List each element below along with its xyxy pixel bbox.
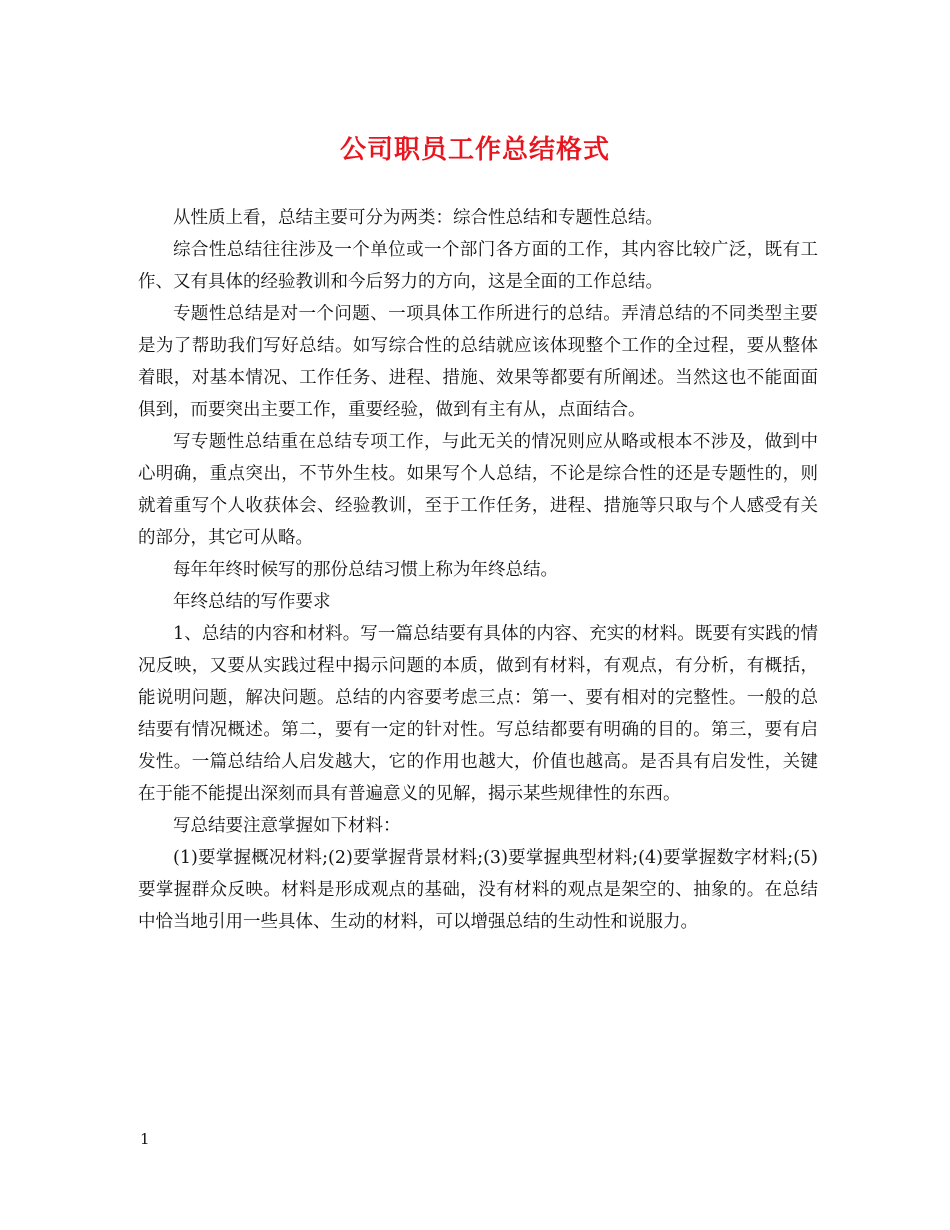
paragraph: 综合性总结往往涉及一个单位或一个部门各方面的工作，其内容比较广泛，既有工作、又有具体的经验教训和今后努力的方向，这是全面的工作总结。 — [138, 240, 818, 292]
page-number: 1 — [140, 1130, 150, 1148]
section-heading: 年终总结的写作要求 — [173, 592, 331, 612]
document-body — [138, 202, 818, 938]
paragraph: (1)要掌握概况材料;(2)要掌握背景材料;(3)要掌握典型材料;(4)要掌握数字材料;(5)要掌握群众反映。材料是形成观点的基础，没有材料的观点是架空的、抽象的。在总结中恰当地引用一些具体、生动的材料，可以增强总结的生动性和说服力。 — [138, 848, 818, 932]
document-title: 公司职员工作总结格式 — [339, 135, 610, 165]
paragraph: 写总结要注意掌握如下材料： — [173, 816, 401, 836]
paragraph: 专题性总结是对一个问题、一项具体工作所进行的总结。弄清总结的不同类型主要是为了帮助我们写好总结。如写综合性的总结就应该体现整个工作的全过程，要从整体着眼，对基本情况、工作任务、进程、措施、效果等都要有所阐述。当然这也不能面面俱到，而要突出主要工作，重要经验，做到有主有从，点面结合。 — [138, 304, 818, 420]
paragraph: 从性质上看，总结主要可分为两类：综合性总结和专题性总结。 — [173, 208, 663, 228]
paragraph: 1、总结的内容和材料。写一篇总结要有具体的内容、充实的材料。既要有实践的情况反映，又要从实践过程中揭示问题的本质，做到有材料，有观点，有分析，有概括，能说明问题，解决问题。总结的内容要考虑三点：第一、要有相对的完整性。一般的总结要有情况概述。第二，要有一定的针对性。写总结都要有明确的目的。第三，要有启发性。一篇总结给人启发越大，它的作用也越大，价值也越高。是否具有启发性，关键在于能不能提出深刻而具有普遍意义的见解，揭示某些规律性的东西。 — [138, 624, 818, 804]
paragraph: 每年年终时候写的那份总结习惯上称为年终总结。 — [173, 560, 558, 580]
paragraph: 写专题性总结重在总结专项工作，与此无关的情况则应从略或根本不涉及，做到中心明确，重点突出，不节外生枝。如果写个人总结，不论是综合性的还是专题性的，则就着重写个人收获体会、经验教训，至于工作任务，进程、措施等只取与个人感受有关的部分，其它可从略。 — [138, 432, 818, 548]
